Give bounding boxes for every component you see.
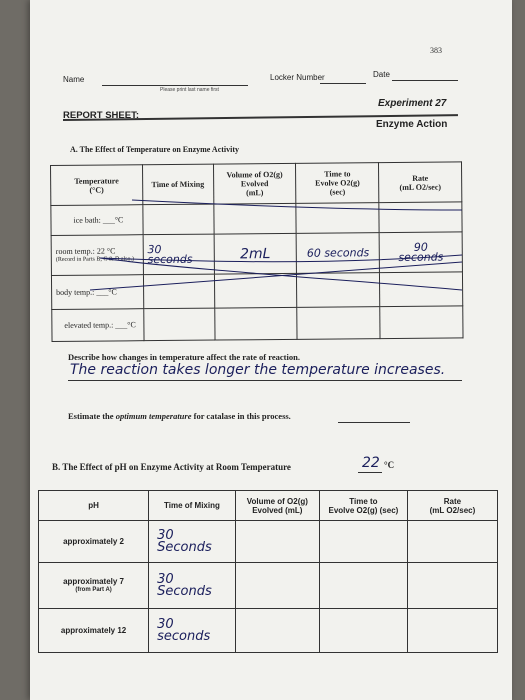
col-time-of-mixing: Time of Mixing [149, 491, 236, 521]
col-volume-o2: Volume of O2(g) Evolved (mL) [235, 491, 319, 521]
name-hint: Please print last name first [160, 87, 219, 93]
question-suffix: for catalase in this process. [191, 411, 291, 421]
name-label: Name [63, 75, 85, 84]
col-rate: Rate (mL O2/sec) [407, 491, 497, 521]
experiment-number: Experiment 27 [378, 98, 447, 109]
ph-row-label: approximately 2 [39, 521, 149, 563]
locker-number-label: Locker Number [270, 73, 325, 82]
ph7-sublabel: (from Part A) [75, 586, 112, 593]
ph2-mixing[interactable]: 30 Seconds [149, 521, 236, 563]
ph12-mixing[interactable]: 30 seconds [149, 609, 236, 653]
answer-temperature-effect[interactable]: The reaction takes longer the temperature increases. [70, 362, 446, 378]
col-temperature: Temperature (°C) [51, 165, 143, 206]
date-label: Date [373, 70, 390, 79]
ph7-label: approximately 7 [63, 576, 125, 586]
answer-line [68, 380, 462, 381]
section-b-temp-unit: °C [384, 460, 395, 470]
col-time-to-evolve: Time to Evolve O2(g) (sec) [296, 163, 379, 204]
cell-rate[interactable] [407, 521, 497, 563]
cell-time[interactable] [319, 563, 407, 609]
cell-volume[interactable] [235, 521, 319, 563]
room-temp-sublabel: (Record in Parts B, C & D also.) [55, 255, 135, 263]
room-temp-label: room temp.: 22 °C [55, 245, 116, 256]
room-temp-rate[interactable]: 90 seconds [379, 232, 462, 273]
room-temp-time[interactable]: 60 seconds [296, 233, 379, 274]
col-rate: Rate (mL O2/sec) [379, 162, 462, 203]
cell-time[interactable] [319, 521, 407, 563]
question-italic: optimum temperature [115, 411, 192, 421]
question-prefix: Estimate the [68, 411, 116, 421]
page-number: 383 [430, 46, 442, 55]
row-ice-bath-label: ice bath: ___°C [51, 205, 143, 236]
table-row [39, 609, 498, 653]
row-elevated-temp-label: elevated temp.: ___°C [52, 309, 144, 342]
room-temp-volume[interactable]: 2mL [214, 233, 297, 274]
ph-row-label: approximately 12 [39, 609, 149, 653]
question-temperature-effect: Describe how changes in temperature affect the rate of reaction. [68, 352, 300, 362]
table-row [39, 563, 498, 609]
col-volume-o2: Volume of O2(g) Evolved (mL) [213, 163, 296, 204]
room-temp-mixing[interactable]: 30 seconds [143, 234, 214, 275]
col-time-of-mixing: Time of Mixing [142, 164, 213, 205]
ph-row-label [39, 563, 149, 609]
cell-rate[interactable] [407, 563, 497, 609]
col-time-to-evolve: Time to Evolve O2(g) (sec) [319, 491, 407, 521]
ph-table [38, 490, 498, 653]
question-optimum-temperature [68, 411, 291, 421]
section-a-title: A. The Effect of Temperature on Enzyme Activity [70, 145, 240, 154]
cell-volume[interactable] [235, 609, 319, 653]
section-b-temp-value[interactable]: 22 [362, 455, 380, 471]
row-body-temp-label: body temp.: ___°C [51, 275, 143, 310]
experiment-title: Enzyme Action [376, 119, 448, 130]
section-b-temp-line [358, 472, 382, 473]
ph7-mixing[interactable]: 30 Seconds [149, 563, 236, 609]
table-row [39, 521, 498, 563]
col-ph: pH [39, 491, 149, 521]
cell-time[interactable] [319, 609, 407, 653]
report-sheet-page [30, 0, 512, 700]
optimum-temperature-field[interactable] [338, 422, 410, 423]
cell-rate[interactable] [407, 609, 497, 653]
report-sheet-label: REPORT SHEET: [63, 110, 140, 121]
section-b-title: B. The Effect of pH on Enzyme Activity at Room Temperature [52, 462, 291, 472]
cell-volume[interactable] [235, 563, 319, 609]
